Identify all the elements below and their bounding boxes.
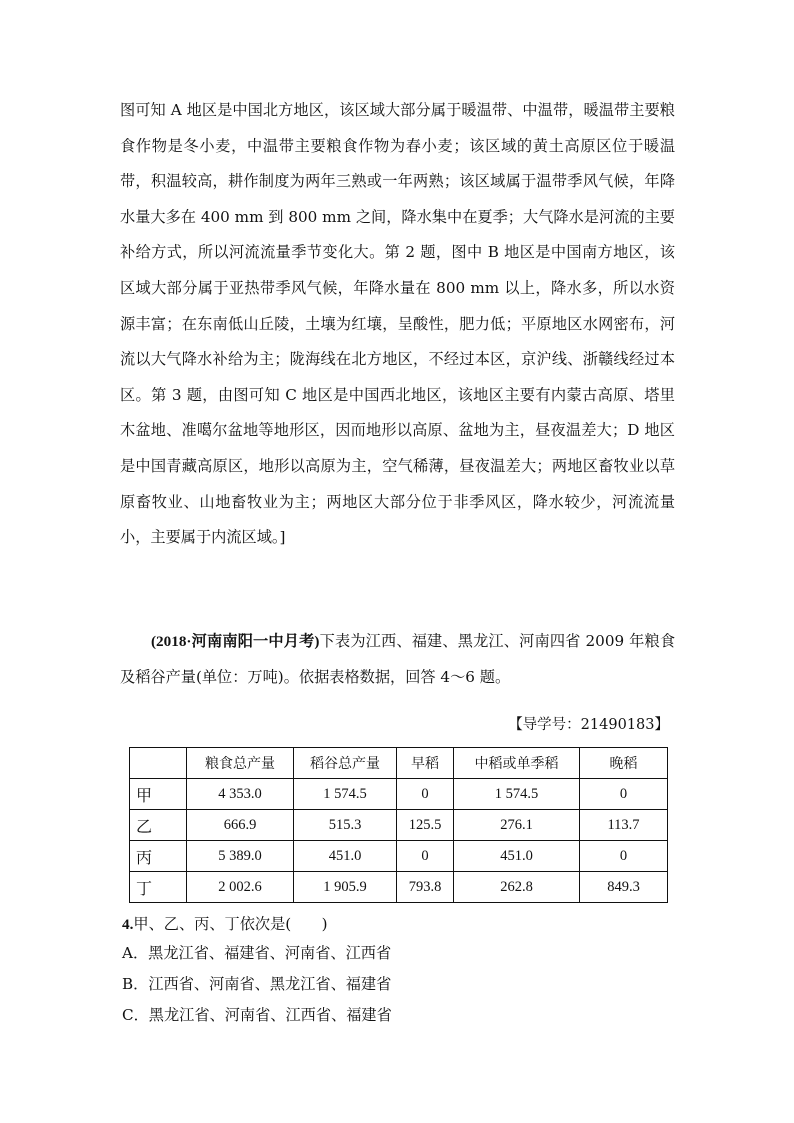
table-row (130, 810, 668, 841)
option-a: A．黑龙江省、福建省、河南省、江西省 (122, 944, 392, 962)
guide-number: 【导学号：21490183】 (508, 717, 669, 733)
table-row (130, 841, 668, 872)
table-cell: 0 (580, 779, 668, 810)
table-row (130, 872, 668, 903)
table-cell: 0 (397, 841, 454, 872)
table-cell: 1 905.9 (294, 872, 397, 903)
table-cell: 262.8 (454, 872, 580, 903)
question-4 (122, 912, 328, 937)
table-cell: 793.8 (397, 872, 454, 903)
table-cell: 515.3 (294, 810, 397, 841)
table-row-label: 乙 (130, 810, 187, 841)
question-intro (120, 624, 675, 695)
table-header-cell: 粮食总产量 (187, 748, 294, 779)
table-row-label: 丙 (130, 841, 187, 872)
option-c: C．黑龙江省、河南省、江西省、福建省 (122, 1006, 392, 1024)
table-header-cell (130, 748, 187, 779)
table-header-cell: 早稻 (397, 748, 454, 779)
table-cell: 0 (580, 841, 668, 872)
grain-production-table (129, 747, 668, 903)
table-header-row (130, 748, 668, 779)
question-source: (2018·河南南阳一中月考) (151, 633, 320, 650)
table-cell: 666.9 (187, 810, 294, 841)
question-number: 4. (122, 916, 134, 933)
table-cell: 451.0 (294, 841, 397, 872)
question-text: 甲、乙、丙、丁依次是( ) (133, 915, 328, 933)
table-cell: 1 574.5 (454, 779, 580, 810)
table-cell: 451.0 (454, 841, 580, 872)
option-b: B．江西省、河南省、黑龙江省、福建省 (122, 975, 392, 993)
table-row (130, 779, 668, 810)
question-intro-text: 下表为江西、福建、黑龙江、河南四省 2009 年粮食及稻谷产量(单位：万吨)。依据表格数据，回答 4～6 题。 (120, 632, 676, 686)
table-header-cell: 晚稻 (580, 748, 668, 779)
explanation-paragraph: 图可知 A 地区是中国北方地区，该区域大部分属于暖温带、中温带，暖温带主要粮食作物是冬小麦，中温带主要粮食作物为春小麦；该区域的黄土高原区位于暖温带，积温较高，耕作制度为两年三熟或一年两熟；该区域属于温带季风气候，年降水量大多在 400 mm 到 800 mm 之间，降水集中在夏季；大气降水是河流的主要补给方式，所以河流流量季节变化大。第 2 题，图中 B 地区是中国南方地区，该区域大部分属于亚热带季风气候，年降水量在 800 mm 以上，降水多，所以水资源丰富；在东南低山丘陵，土壤为红壤，呈酸性，肥力低；平原地区水网密布，河流以大气降水补给为主；陇海线在北方地区，不经过本区，京沪线、浙赣线经过本区。第 3 题，由图可知 C 地区是中国西北地区，该地区主要有内蒙古高原、塔里木盆地、准噶尔盆地等地形区，因而地形以高原、盆地为主，昼夜温差大；D 地区是中国青藏高原区，地形以高原为主，空气稀薄，昼夜温差大；两地区畜牧业以草原畜牧业、山地畜牧业为主；两地区大部分位于非季风区，降水较少，河流流量小，主要属于内流区域。] (120, 101, 675, 547)
table-row-label: 甲 (130, 779, 187, 810)
table-cell: 2 002.6 (187, 872, 294, 903)
table-cell: 0 (397, 779, 454, 810)
table-cell: 4 353.0 (187, 779, 294, 810)
table-cell: 5 389.0 (187, 841, 294, 872)
table-header-cell: 中稻或单季稻 (454, 748, 580, 779)
table-row-label: 丁 (130, 872, 187, 903)
table-cell: 1 574.5 (294, 779, 397, 810)
table-cell: 276.1 (454, 810, 580, 841)
table-header-cell: 稻谷总产量 (294, 748, 397, 779)
table-cell: 849.3 (580, 872, 668, 903)
table-cell: 113.7 (580, 810, 668, 841)
table-cell: 125.5 (397, 810, 454, 841)
